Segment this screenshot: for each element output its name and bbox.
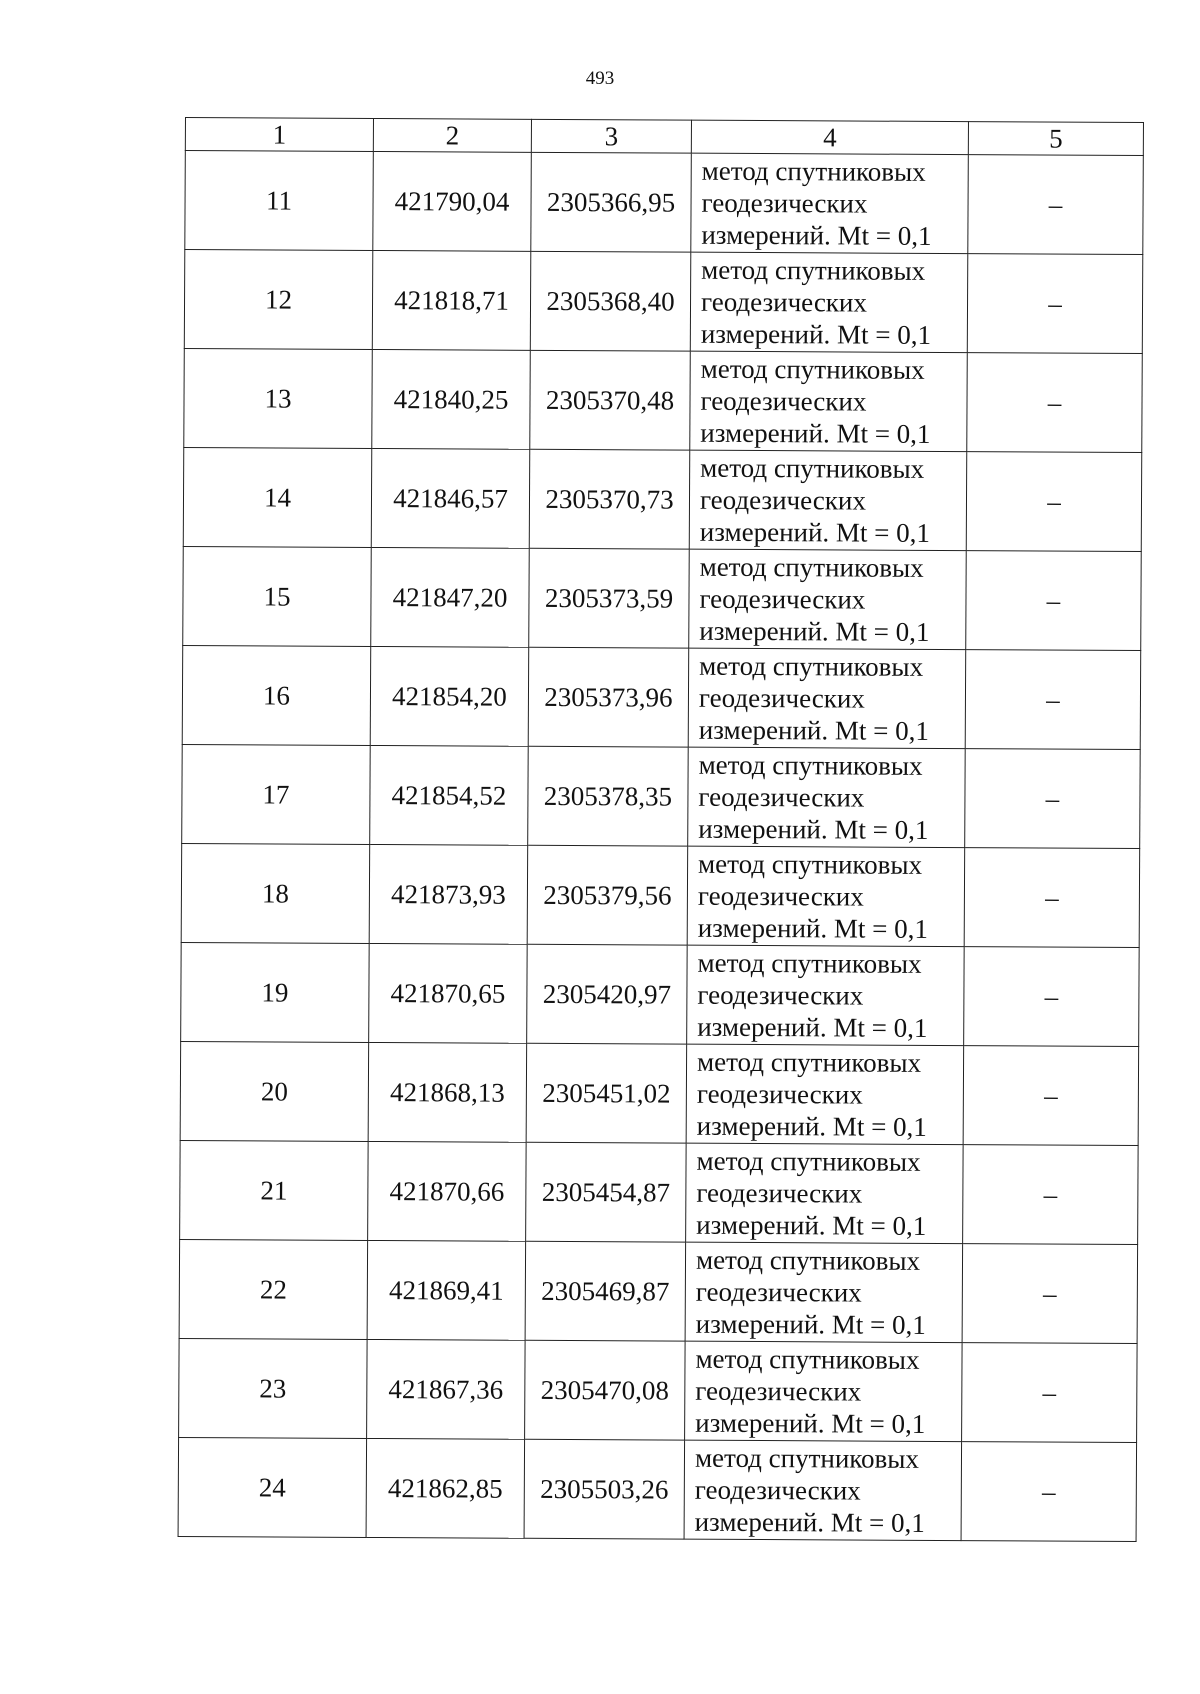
table-row [184,250,1143,354]
y-coordinate-cell: 2305370,73 [529,449,690,549]
method-line: метод спутниковых [701,254,926,286]
method-line: измерений. Mt = 0,1 [697,912,928,944]
x-coordinate-cell: 421846,57 [371,448,530,548]
y-coordinate-cell: 2305454,87 [526,1142,687,1242]
note-cell: – [967,254,1143,354]
point-number-cell: 23 [179,1338,368,1438]
note-cell: – [964,848,1140,948]
method-line: метод спутниковых [695,1244,921,1276]
method-cell [688,648,966,748]
table-row [183,447,1142,551]
note-cell: – [968,155,1144,255]
point-number-cell: 22 [179,1239,368,1339]
point-number-cell: 16 [182,645,371,745]
method-line: измерений. Mt = 0,1 [694,1506,925,1538]
table-row [180,1041,1139,1145]
point-number-cell: 18 [181,843,370,943]
method-line: метод спутниковых [696,1046,922,1078]
x-coordinate-cell: 421790,04 [373,151,532,251]
y-coordinate-cell: 2305451,02 [526,1043,687,1143]
note-cell: – [965,749,1141,849]
method-line: метод спутниковых [697,947,922,979]
method-cell [687,945,965,1045]
point-number-cell: 21 [180,1140,369,1240]
method-line: измерений. Mt = 0,1 [695,1407,926,1439]
y-coordinate-cell: 2305420,97 [527,944,688,1044]
x-coordinate-cell: 421862,85 [366,1438,525,1538]
column-header: 3 [531,119,691,153]
table-row [181,843,1140,947]
method-line: метод спутниковых [699,650,924,682]
method-line: измерений. Mt = 0,1 [696,1209,927,1241]
method-line: геодезических [695,1276,862,1308]
method-line: геодезических [694,1474,861,1506]
point-number-cell: 15 [183,546,372,646]
method-line: геодезических [697,880,864,912]
y-coordinate-cell: 2305368,40 [530,251,691,351]
point-number-cell: 20 [180,1041,369,1141]
table-row [179,1239,1138,1343]
note-cell: – [966,551,1142,651]
method-cell [684,1440,962,1540]
table-row [182,744,1141,848]
method-cell [687,846,965,946]
method-line: измерений. Mt = 0,1 [697,1011,928,1043]
x-coordinate-cell: 421840,25 [372,349,531,449]
method-cell [685,1242,963,1342]
y-coordinate-cell: 2305469,87 [525,1241,686,1341]
x-coordinate-cell: 421854,20 [370,646,529,746]
x-coordinate-cell: 421870,65 [369,943,528,1043]
x-coordinate-cell: 421873,93 [369,844,528,944]
method-line: геодезических [695,1375,862,1407]
note-cell: – [964,947,1140,1047]
method-cell [690,252,968,352]
method-line: метод спутниковых [699,551,924,583]
point-number-cell: 11 [185,151,374,251]
method-line: измерений. Mt = 0,1 [698,714,929,746]
column-header: 1 [185,118,373,152]
note-cell: – [963,1046,1139,1146]
x-coordinate-cell: 421847,20 [371,547,530,647]
method-line: метод спутниковых [698,848,923,880]
note-cell: – [965,650,1141,750]
coordinates-table [178,117,1144,1542]
y-coordinate-cell: 2305503,26 [524,1439,685,1539]
table-row [185,151,1144,255]
table-row [182,645,1141,749]
y-coordinate-cell: 2305373,59 [529,548,690,648]
method-line: метод спутниковых [694,1442,920,1474]
method-line: измерений. Mt = 0,1 [696,1110,927,1142]
method-cell [691,153,969,253]
note-cell: – [962,1343,1138,1443]
y-coordinate-cell: 2305378,35 [528,746,689,846]
y-coordinate-cell: 2305379,56 [527,845,688,945]
table-row [180,1140,1139,1244]
table-row [178,1437,1137,1541]
x-coordinate-cell: 421869,41 [367,1240,526,1340]
point-number-cell: 24 [178,1437,367,1537]
note-cell: – [966,452,1142,552]
y-coordinate-cell: 2305366,95 [531,152,692,252]
method-line: измерений. Mt = 0,1 [700,318,932,350]
y-coordinate-cell: 2305373,96 [528,647,689,747]
note-cell: – [961,1442,1137,1542]
method-cell [686,1044,964,1144]
column-header: 2 [373,118,531,152]
method-line: измерений. Mt = 0,1 [695,1308,926,1340]
method-line: измерений. Mt = 0,1 [701,219,932,251]
table-body [178,151,1143,1542]
x-coordinate-cell: 421854,52 [370,745,529,845]
method-line: измерений. Mt = 0,1 [699,615,930,647]
column-header: 4 [691,120,968,154]
point-number-cell: 12 [184,250,373,350]
method-line: метод спутниковых [700,353,925,385]
method-line: геодезических [700,286,868,318]
column-header: 5 [968,122,1143,156]
method-line: геодезических [698,682,865,714]
method-line: геодезических [700,385,867,417]
point-number-cell: 13 [184,348,373,448]
note-cell: – [967,353,1143,453]
method-line: измерений. Mt = 0,1 [700,417,931,449]
method-line: метод спутниковых [701,155,926,187]
method-line: измерений. Mt = 0,1 [699,516,931,548]
method-cell [689,450,967,550]
method-cell [685,1341,963,1441]
table-row [184,348,1143,452]
page-number: 493 [585,68,615,89]
method-line: геодезических [699,583,866,615]
point-number-cell: 14 [183,447,372,547]
table-row [181,942,1140,1046]
method-line: измерений. Mt = 0,1 [698,813,929,845]
table-header-row [185,118,1143,156]
method-line: метод спутниковых [700,452,925,484]
table-row [183,546,1142,650]
note-cell: – [963,1145,1139,1245]
method-line: геодезических [699,484,866,516]
point-number-cell: 17 [182,744,371,844]
x-coordinate-cell: 421868,13 [368,1042,527,1142]
method-line: геодезических [697,979,864,1011]
method-line: геодезических [701,187,868,219]
method-cell [689,549,967,649]
table-row [179,1338,1138,1442]
method-cell [690,351,968,451]
x-coordinate-cell: 421818,71 [372,250,531,350]
method-cell [686,1143,964,1243]
method-line: метод спутниковых [695,1343,920,1375]
method-cell [688,747,966,847]
method-line: метод спутниковых [696,1145,921,1177]
method-line: геодезических [696,1177,863,1209]
method-line: геодезических [696,1078,863,1110]
note-cell: – [962,1244,1138,1344]
x-coordinate-cell: 421870,66 [368,1141,527,1241]
y-coordinate-cell: 2305470,08 [525,1340,686,1440]
method-line: метод спутниковых [698,749,923,781]
x-coordinate-cell: 421867,36 [367,1339,526,1439]
point-number-cell: 19 [181,942,370,1042]
method-line: геодезических [698,781,865,813]
y-coordinate-cell: 2305370,48 [530,350,691,450]
